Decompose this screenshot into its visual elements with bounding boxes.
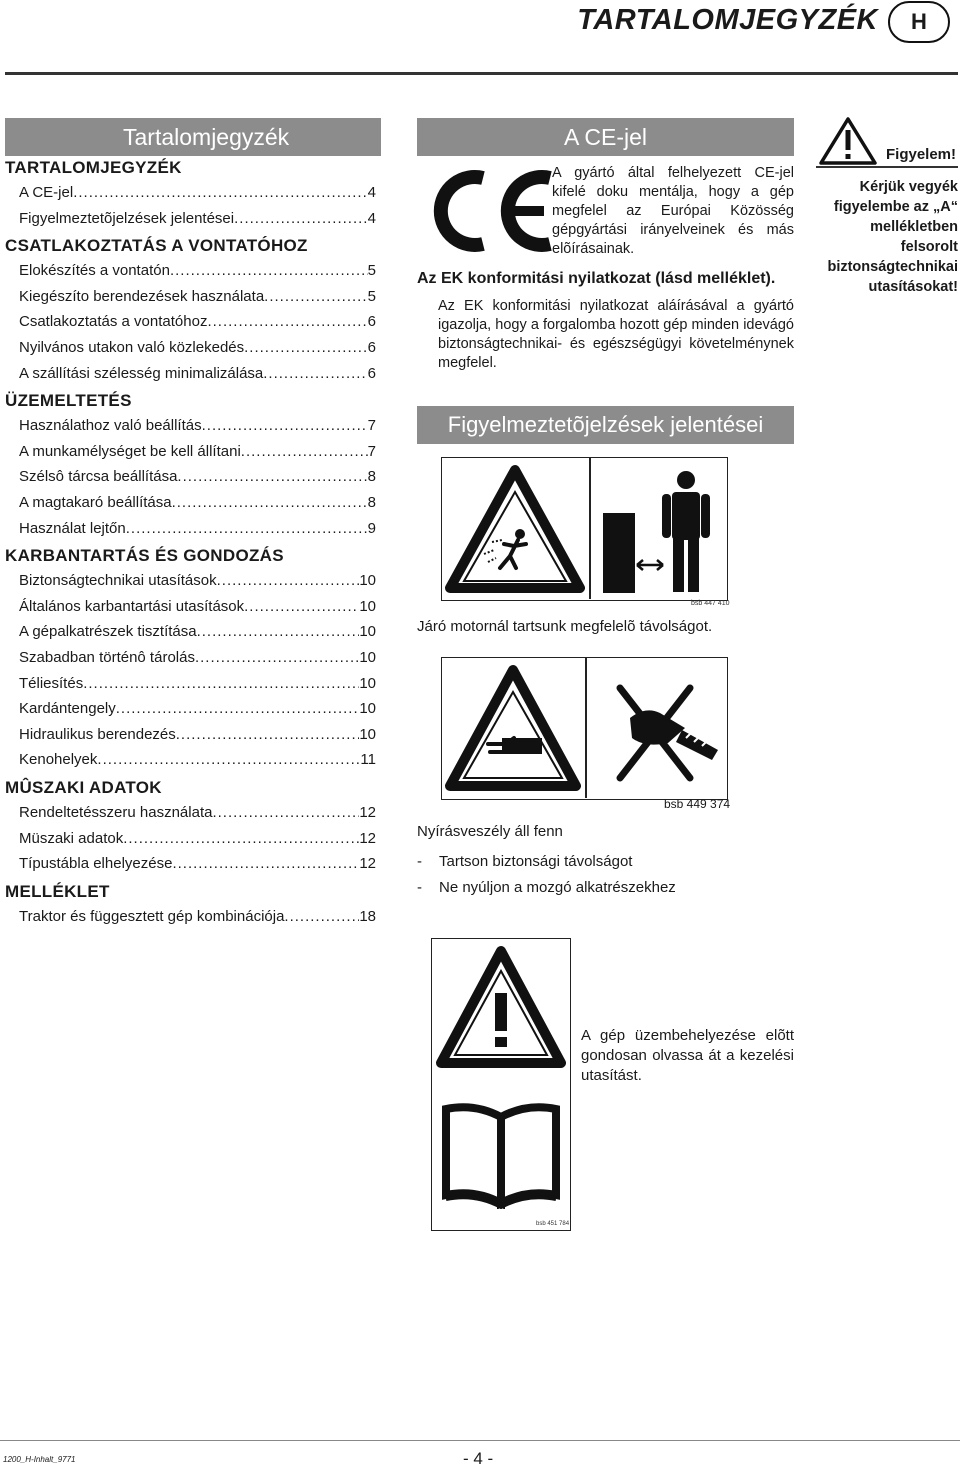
- toc-entry-page: 8: [367, 494, 376, 511]
- toc-leader-dots: [234, 210, 368, 227]
- toc-leader-dots: [83, 675, 359, 692]
- toc-entry[interactable]: [19, 468, 376, 485]
- warning-underline: [816, 166, 958, 168]
- toc-title-bar: [5, 118, 381, 156]
- toc-entry-page: 10: [359, 700, 376, 718]
- toc-entry-label: Szabadban történô tárolás: [19, 649, 195, 666]
- toc-leader-dots: [264, 288, 367, 305]
- no-hand-icon: [590, 668, 725, 792]
- toc-entry[interactable]: [19, 184, 376, 201]
- toc-entry-label: Traktor és függesztett gép kombinációja: [19, 907, 285, 925]
- toc-entry-label: Használat lejtőn: [19, 519, 126, 537]
- toc-leader-dots: [202, 417, 368, 434]
- list-item: - Tartson biztonsági távolságot: [417, 853, 633, 870]
- toc-entry-label: Csatlakoztatás a vontatóhoz: [19, 313, 208, 331]
- ce-body: Az EK konformitási nyilatkozat aláírásával a gyártó igazolja, hogy a forgalomba hozott gép minden idevágó biztonságtechnikai- és egészségügyi követelménynek megfelel.: [438, 298, 794, 371]
- toc-entry[interactable]: [19, 598, 376, 615]
- toc-entry[interactable]: [19, 210, 376, 227]
- toc-entry[interactable]: [19, 649, 376, 666]
- toc-leader-dots: [172, 494, 368, 511]
- toc-entry-page: 6: [367, 364, 376, 382]
- toc-entry-label: A CE-jel: [19, 184, 74, 201]
- toc-entry-label: Biztonságtechnikai utasítások: [19, 572, 217, 590]
- list-item-text: Tartson biztonsági távolságot: [439, 853, 633, 870]
- toc-entry-page: 5: [367, 287, 376, 305]
- warning-triangle-icon: [444, 664, 582, 792]
- toc-entry[interactable]: [19, 262, 376, 279]
- toc-entry-label: Kardántengely: [19, 700, 116, 718]
- toc-leader-dots: [263, 365, 367, 382]
- toc-leader-dots: [244, 598, 359, 615]
- signs-title: Figyelmeztetõjelzések jelentései: [447, 412, 764, 437]
- toc-leader-dots: [176, 726, 360, 743]
- toc-leader-dots: [197, 623, 360, 640]
- toc-leader-dots: [217, 572, 360, 589]
- ce-title-bar: [417, 118, 794, 156]
- toc-entry[interactable]: [19, 830, 376, 847]
- toc-entry-label: Nyilvános utakon való közlekedés: [19, 339, 245, 356]
- warning-triangle-icon: [444, 464, 586, 594]
- toc-leader-dots: [126, 520, 368, 537]
- toc-entry[interactable]: [19, 288, 376, 305]
- toc-entry-page: 6: [367, 339, 376, 356]
- toc-entry-label: Szélsô tárcsa beállítása: [19, 468, 178, 486]
- sign3-caption: A gép üzembehelyezése elõtt gondosan olvassa át a kezelési utasítást.: [581, 1027, 794, 1084]
- page-header-title: TARTALOMJEGYZÉK: [577, 4, 878, 36]
- ce-description: A gyártó által felhelyezett CE-jel kifelé doku mentálja, hogy a gép megfelel az Európai Közösség gépgyártási irányelveinek és más elõírásainak.: [552, 165, 794, 257]
- toc-leader-dots: [212, 804, 359, 821]
- bullet-list: [417, 849, 676, 901]
- toc-entry-label: A magtakaró beállítása: [19, 494, 172, 511]
- sign-code: bsb 449 374: [664, 797, 731, 811]
- sign-engine-distance: [441, 457, 728, 601]
- toc-leader-dots: [73, 184, 367, 201]
- toc-leader-dots: [177, 468, 367, 485]
- toc-entry-page: 10: [359, 623, 376, 641]
- toc-entry-page: 12: [359, 804, 376, 821]
- toc-entry-page: 4: [367, 184, 376, 201]
- toc-entry-label: Általános karbantartási utasítások: [19, 597, 245, 615]
- toc-entry[interactable]: [19, 494, 376, 511]
- toc-entry-page: 6: [367, 313, 376, 331]
- toc-entry-page: 9: [367, 519, 376, 537]
- toc-entry-page: 11: [360, 751, 376, 769]
- toc-entry-page: 10: [359, 572, 376, 590]
- toc-entry-page: 5: [367, 262, 376, 280]
- toc-entry[interactable]: [19, 417, 376, 434]
- toc-entry[interactable]: [19, 908, 376, 925]
- language-badge: H: [888, 1, 950, 43]
- toc-entry[interactable]: [19, 623, 376, 640]
- sign-code: bsb 451 784: [536, 1221, 570, 1227]
- person-icon: [658, 470, 714, 594]
- toc-section-heading: ÜZEMELTETÉS: [5, 391, 132, 411]
- toc-entry-page: 18: [359, 907, 376, 925]
- toc-leader-dots: [123, 830, 359, 847]
- toc-section-heading: CSATLAKOZTATÁS A VONTATÓHOZ: [5, 236, 308, 256]
- toc-entry[interactable]: [19, 443, 376, 460]
- toc-entry-page: 12: [359, 829, 376, 847]
- toc-entry-page: 8: [367, 468, 376, 486]
- footer-divider: [0, 1440, 960, 1441]
- ce-title: A CE-jel: [563, 124, 648, 150]
- sign-shear-hazard: [441, 657, 728, 800]
- book-icon: [440, 1099, 562, 1209]
- toc-leader-dots: [207, 313, 367, 330]
- toc-entry-label: Hidraulikus berendezés: [19, 725, 176, 743]
- warning-triangle-icon: [818, 116, 878, 166]
- toc-entry[interactable]: [19, 365, 376, 382]
- sign2-caption: Nyírásveszély áll fenn: [417, 823, 563, 840]
- toc-entry-page: 12: [359, 855, 376, 873]
- toc-entry-page: 10: [359, 725, 376, 743]
- machine-block-icon: [603, 513, 635, 593]
- toc-entry-page: 4: [367, 209, 376, 227]
- toc-entry[interactable]: [19, 726, 376, 743]
- toc-entry-label: Kiegészíto berendezések használata: [19, 287, 265, 305]
- sign-read-manual: [431, 938, 571, 1231]
- warning-triangle-icon: [435, 945, 567, 1069]
- sign-divider: [589, 458, 591, 599]
- ce-mark-logo: [420, 166, 560, 256]
- toc-entry-label: Téliesítés: [19, 674, 84, 692]
- page-number: - 4 -: [463, 1449, 494, 1468]
- sign-code: bsb 447 410: [691, 600, 730, 607]
- toc-entry-label: Figyelmeztetõjelzések jelentései: [19, 209, 235, 227]
- toc-entry[interactable]: [19, 313, 376, 330]
- toc-entry-page: 10: [359, 649, 376, 666]
- toc-entry[interactable]: [19, 339, 376, 356]
- toc-entry-label: Müszaki adatok: [19, 829, 124, 847]
- toc-leader-dots: [170, 262, 368, 279]
- toc-entry-label: Rendeltetésszeru használata: [19, 804, 213, 821]
- list-item-text: Ne nyúljon a mozgó alkatrészekhez: [439, 879, 676, 896]
- toc-entry-label: Típustábla elhelyezése: [19, 855, 173, 873]
- list-item: - Ne nyúljon a mozgó alkatrészekhez: [417, 879, 676, 896]
- toc-entry-label: A munkamélységet be kell állítani: [19, 442, 241, 460]
- header-divider: [5, 72, 958, 75]
- toc-entry[interactable]: [19, 520, 376, 537]
- toc-leader-dots: [116, 700, 360, 717]
- toc-leader-dots: [195, 649, 359, 666]
- toc-entry[interactable]: [19, 572, 376, 589]
- toc-entry[interactable]: [19, 855, 376, 872]
- toc-leader-dots: [241, 443, 368, 460]
- toc-entry-label: A gépalkatrészek tisztítása: [19, 623, 197, 641]
- signs-title-bar: [417, 406, 794, 444]
- toc-entry-label: Használathoz való beállítás: [19, 417, 202, 435]
- ce-subheading: Az EK konformitási nyilatkozat (lásd melléklet).: [417, 270, 776, 287]
- toc-entry-page: 7: [367, 442, 376, 460]
- toc-leader-dots: [284, 908, 359, 925]
- warning-text: Kérjük vegyék figyelembe az „A“ mellékletben felsorolt biztonságtechnikai utasításokat!: [827, 179, 958, 295]
- toc-section-heading: KARBANTARTÁS ÉS GONDOZÁS: [5, 546, 284, 566]
- toc-entry-label: A szállítási szélesség minimalizálása: [19, 364, 264, 382]
- document-code: 1200_H-Inhalt_9771: [3, 1455, 76, 1464]
- toc-entry-page: 7: [367, 417, 376, 435]
- distance-arrow-icon: [635, 558, 665, 572]
- toc-entry[interactable]: [19, 700, 376, 717]
- toc-entry-page: 10: [359, 597, 376, 615]
- toc-section-heading: MELLÉKLET: [5, 881, 110, 901]
- toc-entry-label: Kenohelyek: [19, 751, 98, 769]
- sign-divider: [585, 658, 587, 798]
- toc-entry[interactable]: [19, 751, 376, 768]
- toc-entry[interactable]: [19, 675, 376, 692]
- toc-entry-page: 10: [359, 674, 376, 692]
- sign1-caption: Járó motornál tartsunk megfelelõ távolságot.: [417, 618, 713, 635]
- toc-leader-dots: [244, 339, 368, 356]
- toc-entry[interactable]: [19, 804, 376, 821]
- toc-section-heading: TARTALOMJEGYZÉK: [5, 158, 182, 177]
- warning-title: Figyelem!: [886, 146, 957, 163]
- toc-section-heading: MÛSZAKI ADATOK: [5, 778, 162, 797]
- toc-leader-dots: [97, 751, 360, 768]
- toc-entry-label: Elokészítés a vontatón: [19, 262, 170, 280]
- toc-title: Tartalomjegyzék: [123, 124, 290, 150]
- toc-leader-dots: [172, 855, 359, 872]
